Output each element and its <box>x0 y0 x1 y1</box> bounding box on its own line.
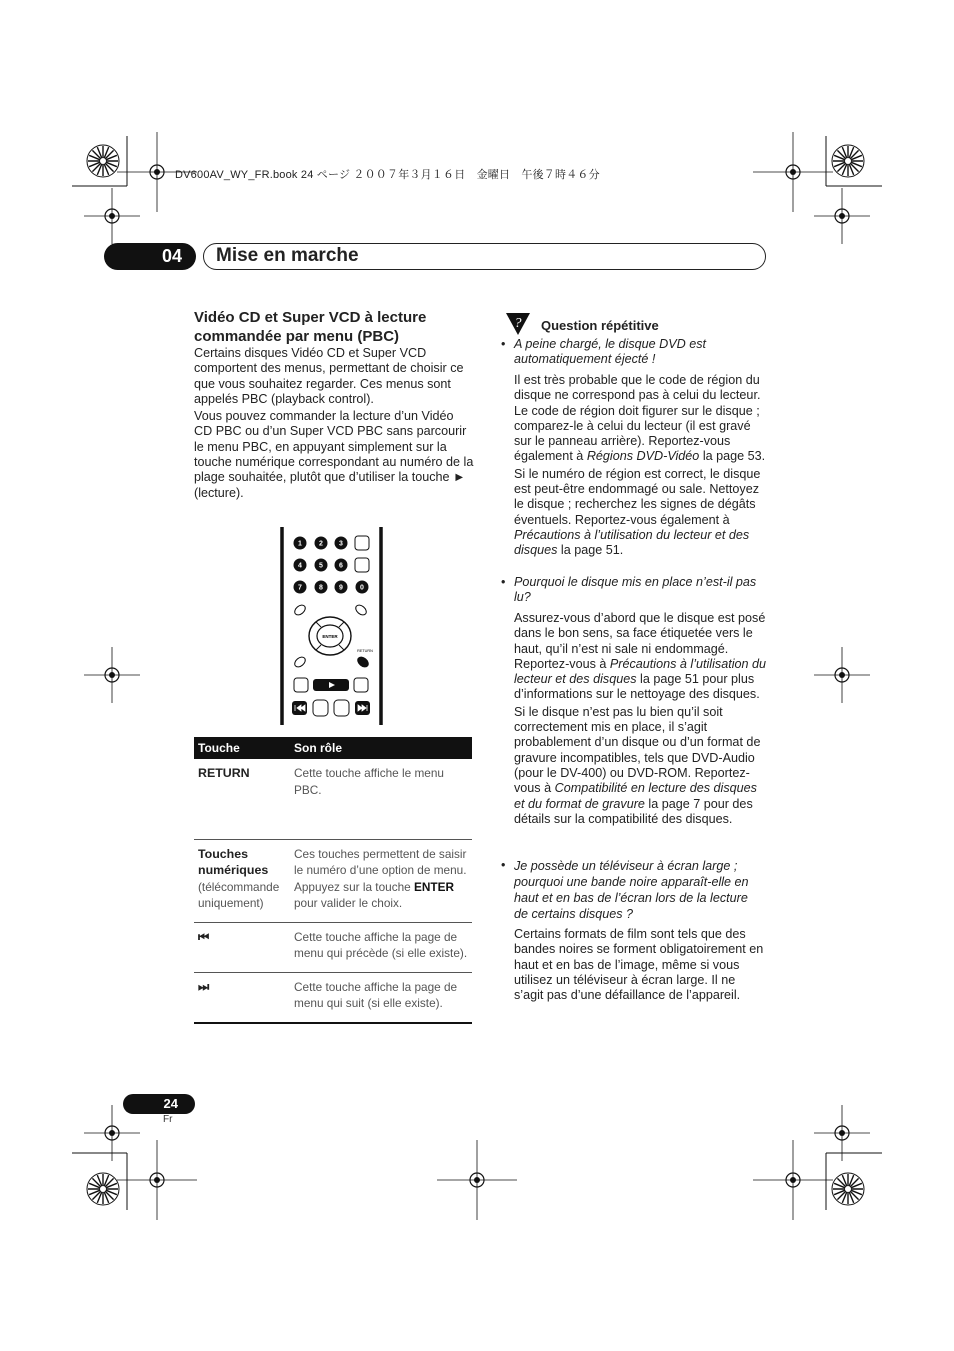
table-row <box>194 759 472 839</box>
digit-key-label: 3 <box>339 540 343 548</box>
chapter-title: Mise en marche <box>203 243 766 270</box>
svg-text:?: ? <box>514 316 522 331</box>
paragraph: Assurez-vous d’abord que le disque est posé dans le bon sens, sa face étiquetée vers le haut, qu’il n’est ni sale ni endommagé. Reportez-vous à Précautions à l’utilisation du lecteur et des disques la page 51 pour plus d’informations sur le nettoyage des disques. <box>514 611 767 702</box>
crosshair-icon <box>437 1140 517 1220</box>
answer-3 <box>514 927 768 1005</box>
answer-2 <box>514 611 768 829</box>
table-row <box>194 922 472 972</box>
key-cell <box>194 839 290 922</box>
crosshair-icon <box>84 647 140 703</box>
digit-key-label: 1 <box>298 540 302 548</box>
chapter-number: 04 <box>104 243 196 270</box>
digit-key-label: 7 <box>298 584 302 592</box>
table-header: Son rôle <box>290 737 472 759</box>
next-icon: ⏭ <box>194 972 290 1023</box>
language-code: Fr <box>163 1114 173 1125</box>
digit-key-label: 9 <box>339 584 343 592</box>
bullet-icon: • <box>501 858 506 872</box>
desc-cell: Cette touche affiche la page de menu qui suit (si elle existe). <box>290 972 472 1023</box>
question-icon <box>505 312 531 336</box>
crosshair-icon <box>814 647 870 703</box>
question-1: A peine chargé, le disque DVD est automatiquement éjecté ! <box>514 337 707 367</box>
key-note: (télécommande uniquement) <box>198 879 280 910</box>
table-row <box>194 972 472 1023</box>
remote-return-label: RETURN <box>357 649 373 653</box>
star-target-icon <box>87 1173 119 1205</box>
paragraph: Si le disque n’est pas lu bien qu’il soit correctement mis en place, il s’agit probablement d’un disque ou d’un format de gravure incompatibles, tels que DVD-Audio (pour le DV-400) ou DVD-ROM. Reportez-vous à Compatibilité en lecture des disques et du format de gravure la page 7 pour des détails sur la compatibilité des disques. <box>514 704 761 826</box>
bullet-icon: • <box>501 575 506 589</box>
faq-title: Question répétitive <box>541 318 659 333</box>
desc-text: Ces touches permettent de saisir le numéro d’une option de menu. Appuyez sur la touche <box>294 846 467 894</box>
page-number: 24 <box>123 1094 195 1114</box>
previous-icon: ⏮ <box>194 922 290 972</box>
star-target-icon <box>87 145 119 177</box>
digit-key-label: 4 <box>298 562 302 570</box>
crosshair-icon <box>84 188 140 244</box>
answer-1 <box>514 373 768 561</box>
digit-key-label: 2 <box>319 540 323 548</box>
crosshair-icon <box>753 132 833 212</box>
paragraph: Vous pouvez commander la lecture d’un Vidéo CD PBC ou d’un Super VCD PBC sans parcourir le menu PBC, en appuyant simplement sur la touche numérique correspondant au numéro de la plage souhaitée, plutôt que d’utiliser la touche ► (lecture). <box>194 409 474 500</box>
table-header: Touche <box>194 737 290 759</box>
desc-cell: Cette touche affiche le menu PBC. <box>290 759 472 839</box>
digit-key-label: 6 <box>339 562 343 570</box>
paragraph: Certains disques Vidéo CD et Super VCD comportent des menus, permettant de choisir ce que vous souhaitez regarder. Ces menus sont appelés PBC (playback control). <box>194 346 464 406</box>
question-2: Pourquoi le disque mis en place n’est-il pas lu? <box>514 575 757 605</box>
enter-key: ENTER <box>414 879 454 894</box>
paragraph: Il est très probable que le code de région du disque ne correspond pas à celui du lecteur. Le code de région doit figurer sur le disque ; comparez-le à celui du lecteur (il est gravé sur le panneau arrière). Reportez-vous également à Régions DVD-Vidéo la page 53. <box>514 373 766 464</box>
star-target-icon <box>832 1173 864 1205</box>
desc-cell <box>290 839 472 922</box>
crosshair-icon <box>814 188 870 244</box>
digit-key-label: 8 <box>319 584 323 592</box>
question-3: Je possède un téléviseur à écran large ; pourquoi une bande noire apparaît-elle en haut et en bas de l’écran lors de la lecture de certains disques ? <box>514 859 749 921</box>
intro-text <box>194 346 474 503</box>
remote-control-illustration <box>280 527 384 725</box>
desc-text: pour valider le choix. <box>294 896 403 910</box>
key-table <box>194 737 472 1024</box>
digit-key-label: 0 <box>360 584 364 592</box>
crosshair-icon <box>117 1140 197 1220</box>
navigation-ring <box>309 617 351 655</box>
table-row <box>194 839 472 922</box>
desc-cell: Cette touche affiche la page de menu qui précède (si elle existe). <box>290 922 472 972</box>
paragraph: Si le numéro de région est correct, le disque est peut-être endommagé ou sale. Nettoyez le disque ; recherchez les signes de dégâts éventuels. Reportez-vous également à Précautions à l’utilisation du lecteur et des disques la page 51. <box>514 466 761 558</box>
remote-enter-label: ENTER <box>322 634 338 639</box>
section-title: Vidéo CD et Super VCD à lecture commandée par menu (PBC) <box>194 309 427 345</box>
bullet-icon: • <box>501 337 506 351</box>
key-cell: RETURN <box>194 759 290 839</box>
star-target-icon <box>832 145 864 177</box>
crosshair-icon <box>753 1140 833 1220</box>
print-header: DV600AV_WY_FR.book 24 ページ ２００７年３月１６日 金曜日 午後７時４６分 <box>175 169 600 181</box>
key-name: Touches numériques <box>198 846 269 877</box>
digit-key-label: 5 <box>319 562 323 570</box>
paragraph: Certains formats de film sont tels que des bandes noires se forment obligatoirement en haut et en bas de l’image, même si vous utilisez un téléviseur à écran large. Il ne s’agit pas d’une défaillance de l’appareil. <box>514 927 764 1003</box>
